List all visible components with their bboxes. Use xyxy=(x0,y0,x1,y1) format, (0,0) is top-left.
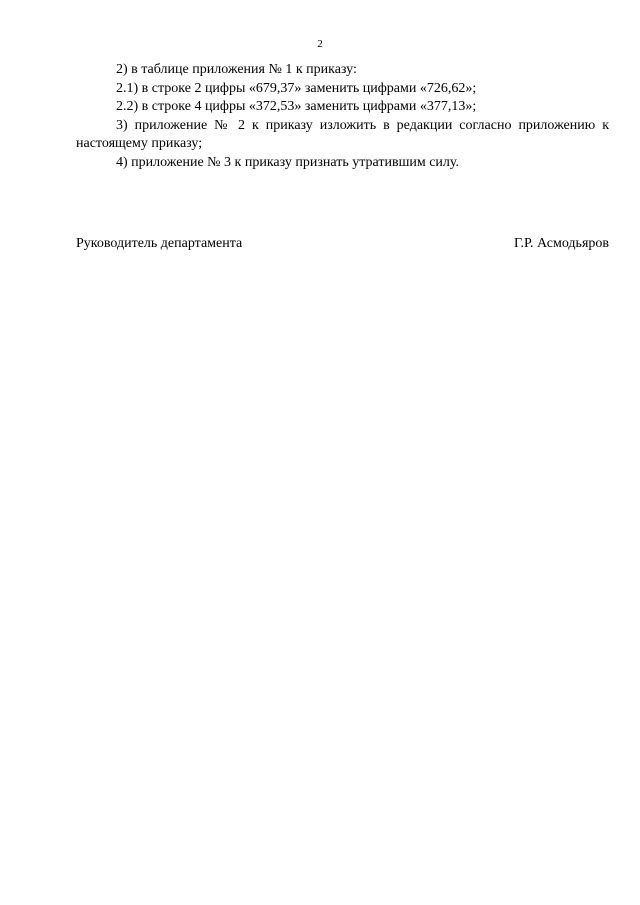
paragraph-row-4-change: 2.2) в строке 4 цифры «372,53» заменить цифрами «377,13»; xyxy=(116,99,477,115)
signature-block xyxy=(76,235,609,253)
paragraph-appendix-2: 3) приложение № 2 к приказу изложить в редакции согласно приложению к настоящему приказу; xyxy=(76,117,609,152)
paragraph-row-2-change: 2.1) в строке 2 цифры «679,37» заменить цифрами «726,62»; xyxy=(116,80,477,96)
paragraph-table-amendment: 2) в таблице приложения № 1 к приказу: xyxy=(116,62,357,77)
document-body xyxy=(76,61,609,173)
signatory-position: Руководитель департамента xyxy=(76,236,243,251)
page-number: 2 xyxy=(317,38,323,50)
paragraph-appendix-3: 4) приложение № 3 к приказу признать утратившим силу. xyxy=(116,154,460,170)
signatory-name: Г.Р. Асмодьяров xyxy=(513,236,609,251)
